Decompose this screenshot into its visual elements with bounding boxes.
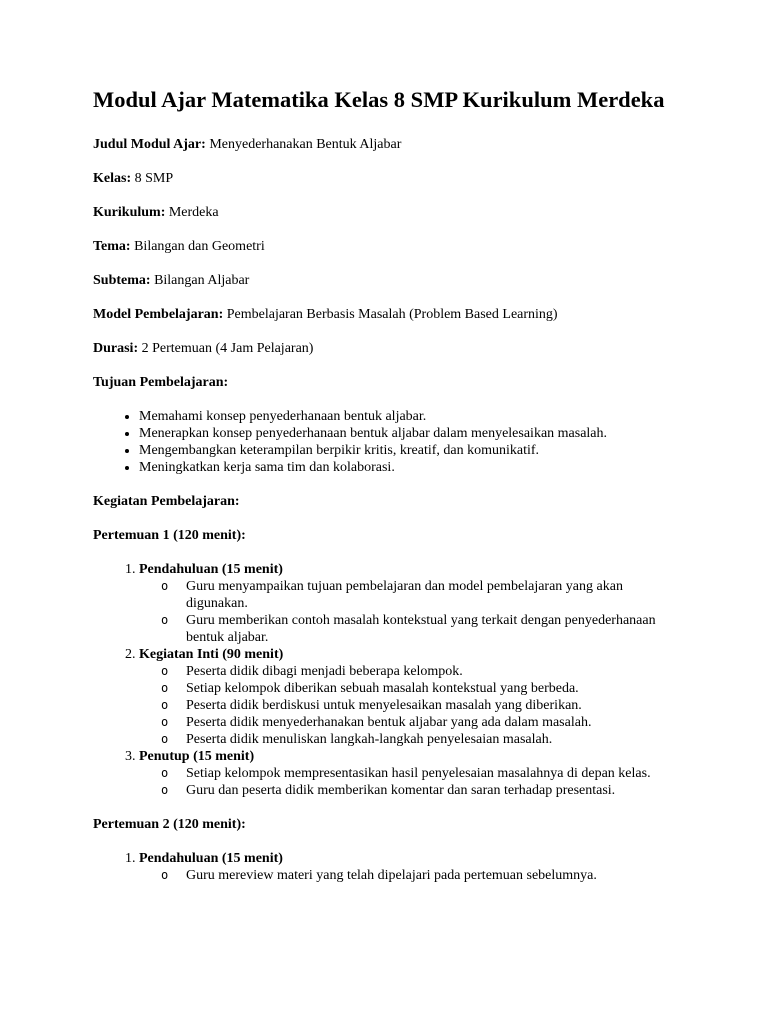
field-label: Durasi: [93, 341, 139, 356]
field-value: Bilangan dan Geometri [130, 239, 265, 254]
pertemuan-2-steps [93, 850, 668, 884]
step-item [139, 561, 668, 646]
step-item [139, 850, 668, 884]
pertemuan-1-steps [93, 561, 668, 799]
field-label: Kelas: [93, 171, 132, 186]
list-item: • Menerapkan konsep penyederhanaan bentuk aljabar dalam menyelesaikan masalah. [139, 425, 668, 442]
list-item: o Peserta didik menyederhanakan bentuk aljabar yang ada dalam masalah. [186, 714, 668, 731]
list-item: o Guru dan peserta didik memberikan komentar dan saran terhadap presentasi. [186, 782, 668, 799]
list-item: o Setiap kelompok mempresentasikan hasil penyelesaian masalahnya di depan kelas. [186, 765, 668, 782]
tujuan-heading: Tujuan Pembelajaran: [93, 375, 229, 390]
field-label: Subtema: [93, 273, 151, 288]
list-item: o Peserta didik dibagi menjadi beberapa kelompok. [186, 663, 668, 680]
field-kurikulum [93, 204, 668, 221]
document-title: Modul Ajar Matematika Kelas 8 SMP Kurikulum Merdeka [93, 87, 665, 112]
list-item: o Setiap kelompok diberikan sebuah masalah kontekstual yang berbeda. [186, 680, 668, 697]
field-model-pembelajaran [93, 306, 668, 323]
step-item [139, 646, 668, 748]
list-item: o Guru mereview materi yang telah dipelajari pada pertemuan sebelumnya. [186, 867, 668, 884]
field-tema [93, 238, 668, 255]
step-sublist [139, 578, 668, 646]
step-sublist [139, 663, 668, 748]
field-label: Tema: [93, 239, 131, 254]
kegiatan-heading: Kegiatan Pembelajaran: [93, 494, 240, 509]
pertemuan-2-heading: Pertemuan 2 (120 menit): [93, 817, 246, 832]
field-value: 8 SMP [131, 171, 174, 186]
step-title: Pendahuluan (15 menit) [139, 851, 283, 866]
field-value: Merdeka [165, 205, 219, 220]
field-kelas [93, 170, 668, 187]
list-item: • Memahami konsep penyederhanaan bentuk aljabar. [139, 408, 668, 425]
list-item: o Peserta didik berdiskusi untuk menyelesaikan masalah yang diberikan. [186, 697, 668, 714]
tujuan-list [93, 408, 668, 476]
field-value: Bilangan Aljabar [150, 273, 250, 288]
field-value: Menyederhanakan Bentuk Aljabar [205, 137, 402, 152]
list-item: • Mengembangkan keterampilan berpikir kritis, kreatif, dan komunikatif. [139, 442, 668, 459]
pertemuan-1-heading: Pertemuan 1 (120 menit): [93, 528, 246, 543]
list-item: o Guru menyampaikan tujuan pembelajaran dan model pembelajaran yang akan digunakan. [186, 578, 668, 612]
step-sublist [139, 867, 668, 884]
step-title: Penutup (15 menit) [139, 749, 255, 764]
field-durasi [93, 340, 668, 357]
field-value: Pembelajaran Berbasis Masalah (Problem Based Learning) [223, 307, 558, 322]
field-label: Model Pembelajaran: [93, 307, 224, 322]
list-item: o Peserta didik menuliskan langkah-langkah penyelesaian masalah. [186, 731, 668, 748]
field-subtema [93, 272, 668, 289]
step-sublist [139, 765, 668, 799]
field-label: Judul Modul Ajar: [93, 137, 206, 152]
list-item: o Guru memberikan contoh masalah kontekstual yang terkait dengan penyederhanaan bentuk aljabar. [186, 612, 668, 646]
step-title: Kegiatan Inti (90 menit) [139, 647, 284, 662]
field-label: Kurikulum: [93, 205, 166, 220]
step-title: Pendahuluan (15 menit) [139, 562, 283, 577]
step-item [139, 748, 668, 799]
field-value: 2 Pertemuan (4 Jam Pelajaran) [138, 341, 314, 356]
list-item: • Meningkatkan kerja sama tim dan kolaborasi. [139, 459, 668, 476]
field-judul-modul [93, 136, 668, 153]
